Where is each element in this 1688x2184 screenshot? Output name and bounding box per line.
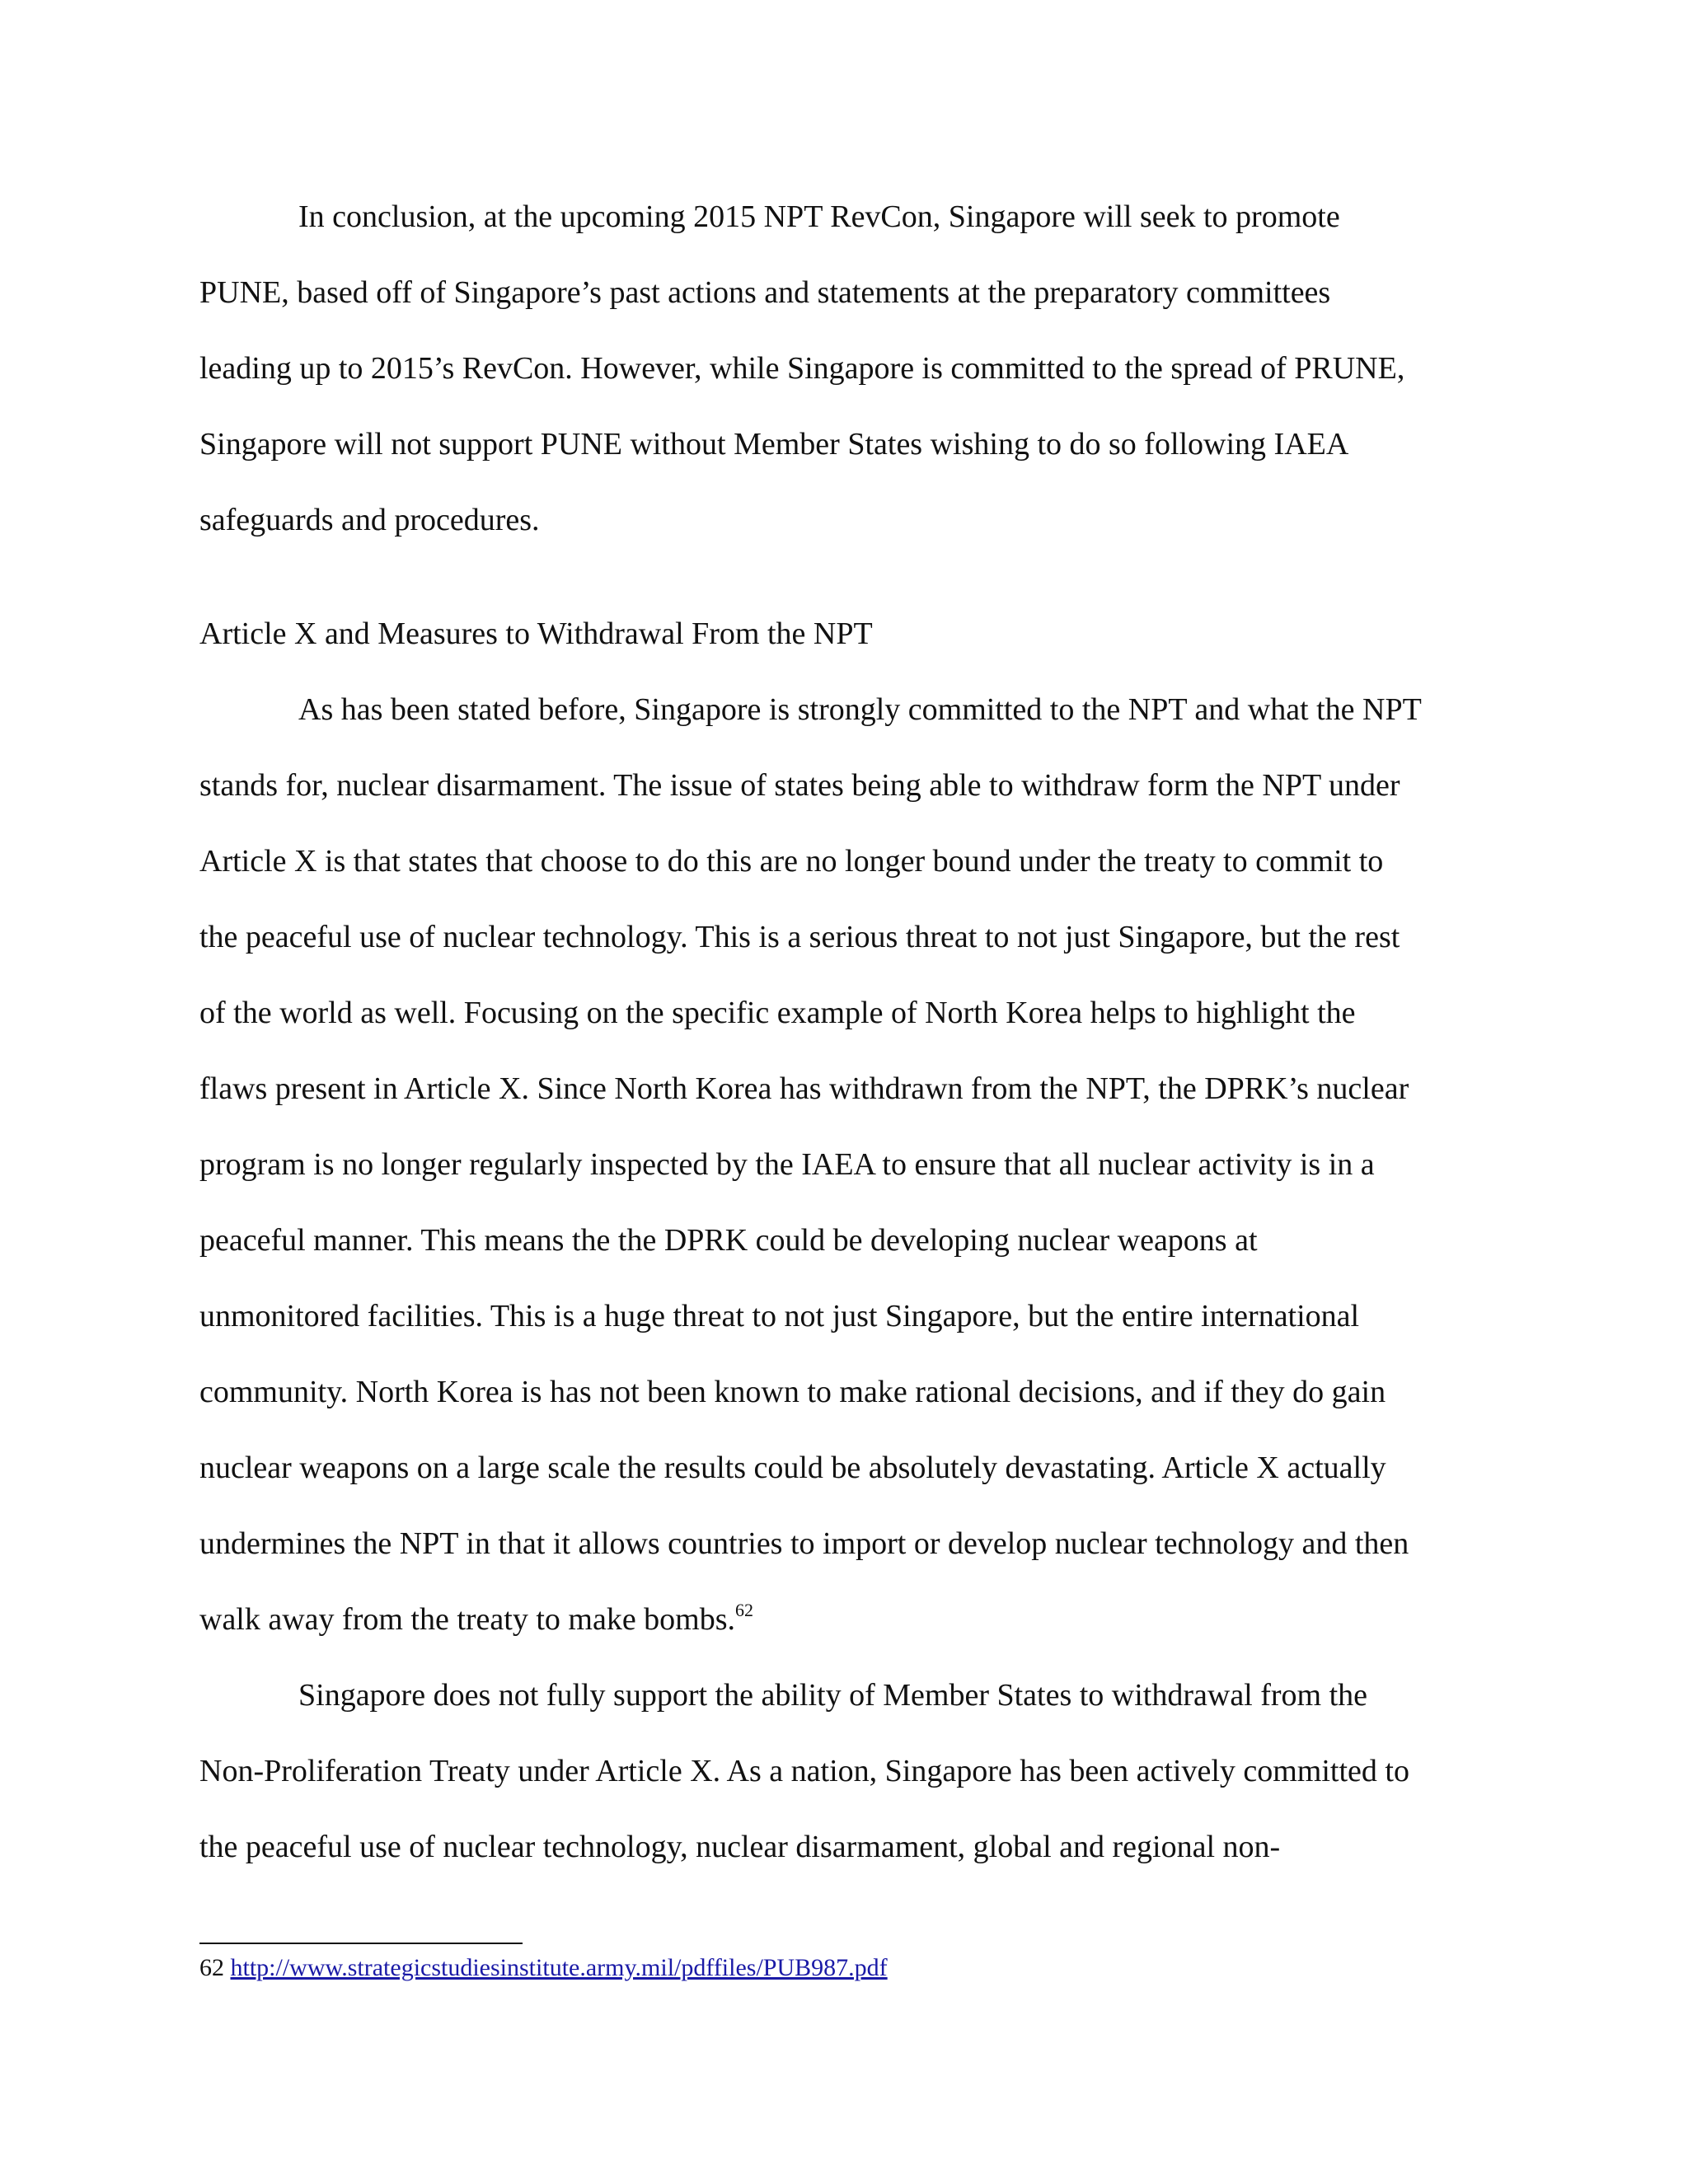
paragraph-line: peaceful manner. This means the the DPRK could be developing nuclear weapons at xyxy=(199,1223,1258,1258)
footnote-link[interactable]: http://www.strategicstudiesinstitute.army.mil/pdffiles/PUB987.pdf xyxy=(230,1954,888,1981)
paragraph-line: the peaceful use of nuclear technology. This is a serious threat to not just Singapore, but the rest xyxy=(199,920,1400,954)
paragraph-line: Singapore does not fully support the ability of Member States to withdrawal from the xyxy=(298,1678,1368,1713)
paragraph-line: Article X is that states that choose to do this are no longer bound under the treaty to commit to xyxy=(199,844,1384,879)
footnote-reference[interactable]: 62 xyxy=(735,1600,754,1620)
footnote-separator xyxy=(199,1943,523,1944)
paragraph-line: Non-Proliferation Treaty under Article X. As a nation, Singapore has been actively committed to xyxy=(199,1754,1409,1788)
footnote xyxy=(199,1953,888,1983)
paragraph-line: leading up to 2015’s RevCon. However, while Singapore is committed to the spread of PRUNE, xyxy=(199,351,1405,386)
paragraph-line: flaws present in Article X. Since North Korea has withdrawn from the NPT, the DPRK’s nuclear xyxy=(199,1071,1409,1106)
paragraph-line: program is no longer regularly inspected by the IAEA to ensure that all nuclear activity is in a xyxy=(199,1147,1375,1182)
footnote-number: 62 xyxy=(199,1954,224,1981)
paragraph-line-text: walk away from the treaty to make bombs. xyxy=(199,1602,736,1637)
paragraph-line: nuclear weapons on a large scale the results could be absolutely devastating. Article X actually xyxy=(199,1451,1386,1485)
paragraph-line: As has been stated before, Singapore is strongly committed to the NPT and what the NPT xyxy=(298,692,1422,727)
paragraph-line: PUNE, based off of Singapore’s past actions and statements at the preparatory committees xyxy=(199,275,1331,310)
paragraph-line: undermines the NPT in that it allows countries to import or develop nuclear technology and then xyxy=(199,1526,1409,1561)
paragraph-line: community. North Korea is has not been known to make rational decisions, and if they do gain xyxy=(199,1375,1386,1409)
paragraph-line: In conclusion, at the upcoming 2015 NPT RevCon, Singapore will seek to promote xyxy=(298,199,1340,234)
paragraph-line xyxy=(199,1601,753,1638)
paragraph-line: unmonitored facilities. This is a huge threat to not just Singapore, but the entire international xyxy=(199,1299,1360,1333)
paragraph-line: safeguards and procedures. xyxy=(199,503,540,537)
paragraph-line: Singapore will not support PUNE without Member States wishing to do so following IAEA xyxy=(199,427,1349,462)
paragraph-line: of the world as well. Focusing on the specific example of North Korea helps to highlight the xyxy=(199,996,1356,1030)
section-heading: Article X and Measures to Withdrawal From the NPT xyxy=(199,616,873,651)
paragraph-line: the peaceful use of nuclear technology, nuclear disarmament, global and regional non- xyxy=(199,1830,1281,1864)
paragraph-line: stands for, nuclear disarmament. The issue of states being able to withdraw form the NPT under xyxy=(199,768,1400,803)
